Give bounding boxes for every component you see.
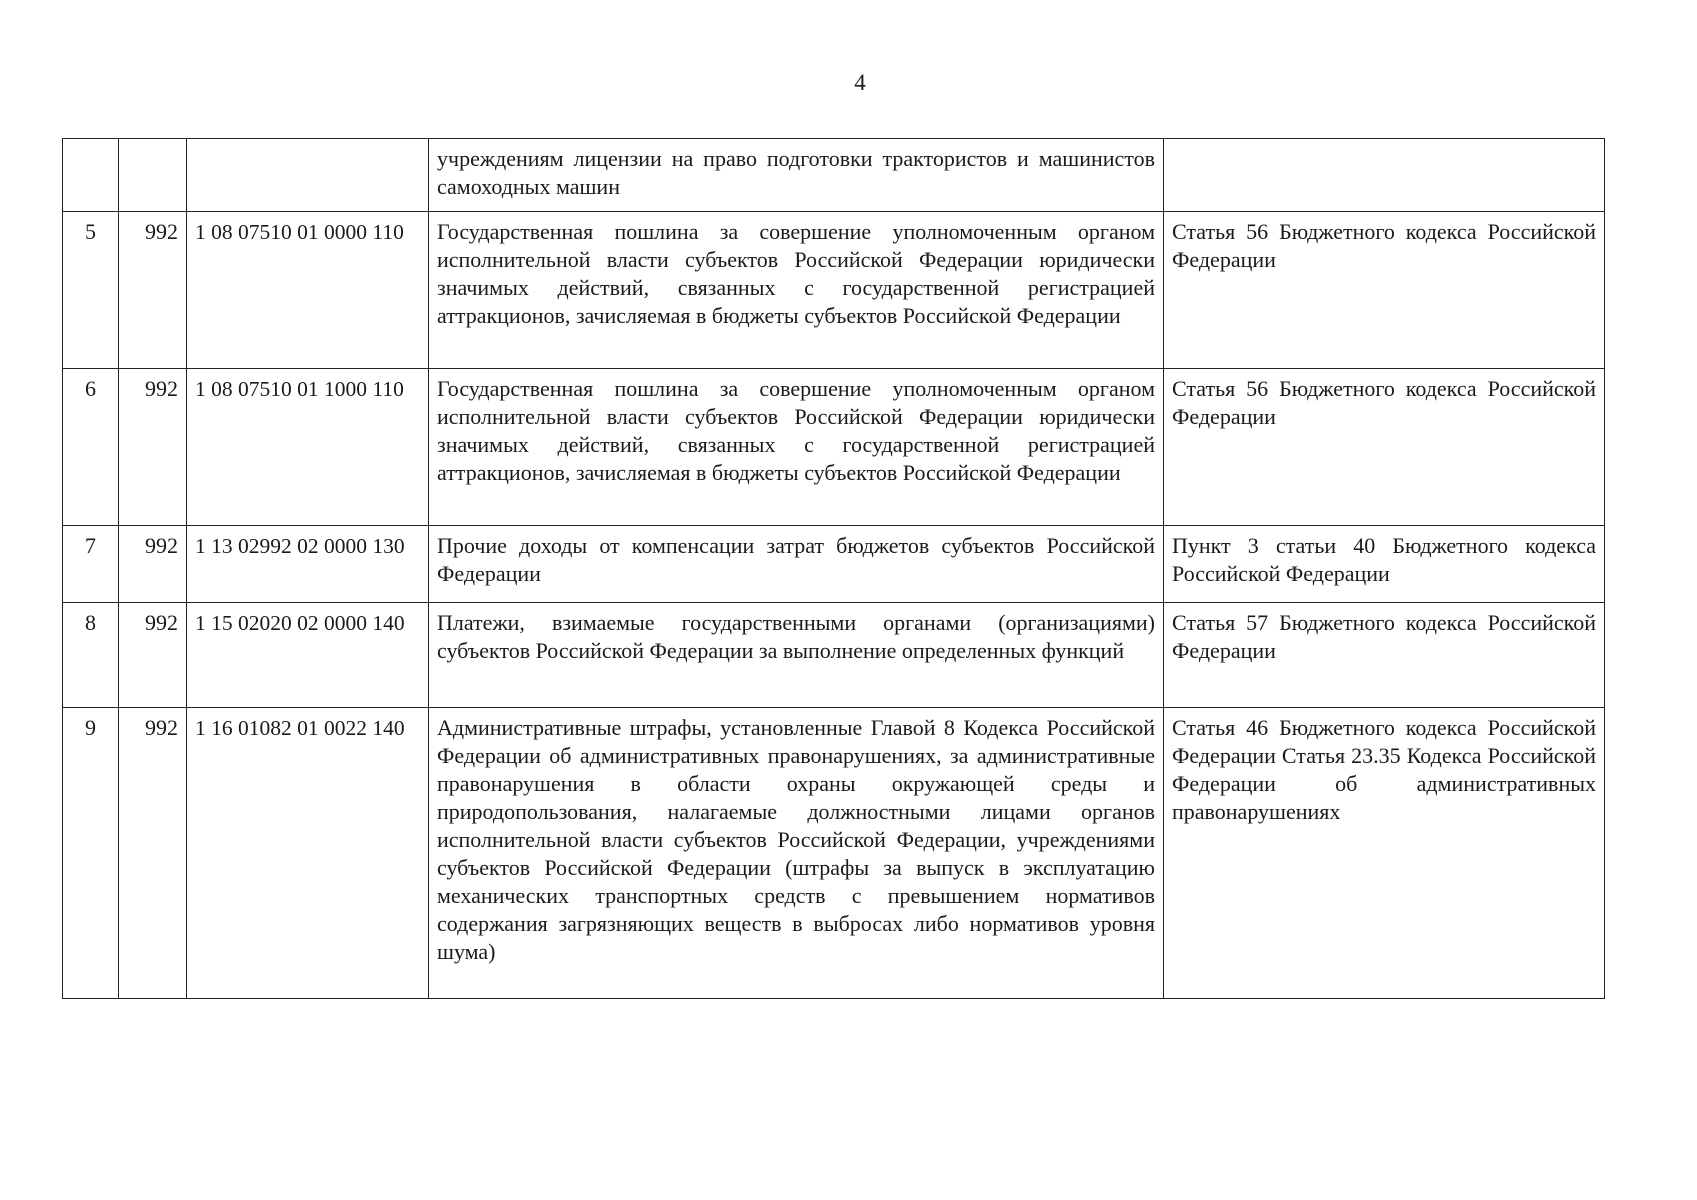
revenue-name: Платежи, взимаемые государственными органами (организациями) субъектов Российской Федерации за выполнение определенных функций <box>429 603 1164 708</box>
administrator-code: 992 <box>119 603 187 708</box>
budget-classification-code: 1 16 01082 01 0022 140 <box>187 708 429 999</box>
budget-classification-code <box>187 139 429 212</box>
administrator-code: 992 <box>119 369 187 526</box>
legal-basis: Статья 56 Бюджетного кодекса Российской Федерации <box>1164 212 1605 369</box>
row-number: 8 <box>63 603 119 708</box>
revenue-name: учреждениям лицензии на право подготовки трактористов и машинистов самоходных машин <box>429 139 1164 212</box>
row-number <box>63 139 119 212</box>
legal-basis: Статья 57 Бюджетного кодекса Российской Федерации <box>1164 603 1605 708</box>
administrator-code: 992 <box>119 526 187 603</box>
revenue-name: Прочие доходы от компенсации затрат бюджетов субъектов Российской Федерации <box>429 526 1164 603</box>
revenue-codes-table <box>62 138 1605 999</box>
administrator-code: 992 <box>119 708 187 999</box>
legal-basis: Статья 46 Бюджетного кодекса Российской Федерации Статья 23.35 Кодекса Российской Федерации об административных правонарушениях <box>1164 708 1605 999</box>
table-row <box>63 603 1605 708</box>
row-number: 9 <box>63 708 119 999</box>
table-row <box>63 526 1605 603</box>
table-row <box>63 369 1605 526</box>
table-row <box>63 708 1605 999</box>
budget-classification-code: 1 08 07510 01 1000 110 <box>187 369 429 526</box>
administrator-code <box>119 139 187 212</box>
table-row <box>63 212 1605 369</box>
revenue-name: Государственная пошлина за совершение уполномоченным органом исполнительной власти субъектов Российской Федерации юридически значимых действий, связанных с государственной регистрацией аттракционов, зачисляемая в бюджеты субъектов Российской Федерации <box>429 369 1164 526</box>
budget-classification-code: 1 15 02020 02 0000 140 <box>187 603 429 708</box>
page-number: 4 <box>854 70 866 95</box>
revenue-name: Государственная пошлина за совершение уполномоченным органом исполнительной власти субъектов Российской Федерации юридически значимых действий, связанных с государственной регистрацией аттракционов, зачисляемая в бюджеты субъектов Российской Федерации <box>429 212 1164 369</box>
row-number: 6 <box>63 369 119 526</box>
budget-classification-code: 1 13 02992 02 0000 130 <box>187 526 429 603</box>
row-number: 5 <box>63 212 119 369</box>
legal-basis <box>1164 139 1605 212</box>
revenue-name: Административные штрафы, установленные Главой 8 Кодекса Российской Федерации об административных правонарушениях, за административные правонарушения в области охраны окружающей среды и природопользования, налагаемые должностными лицами органов исполнительной власти субъектов Российской Федерации, учреждениями субъектов Российской Федерации (штрафы за выпуск в эксплуатацию механических транспортных средств с превышением нормативов содержания загрязняющих веществ в выбросах либо нормативов уровня шума) <box>429 708 1164 999</box>
legal-basis: Пункт 3 статьи 40 Бюджетного кодекса Российской Федерации <box>1164 526 1605 603</box>
row-number: 7 <box>63 526 119 603</box>
table-row <box>63 139 1605 212</box>
legal-basis: Статья 56 Бюджетного кодекса Российской Федерации <box>1164 369 1605 526</box>
administrator-code: 992 <box>119 212 187 369</box>
budget-classification-code: 1 08 07510 01 0000 110 <box>187 212 429 369</box>
